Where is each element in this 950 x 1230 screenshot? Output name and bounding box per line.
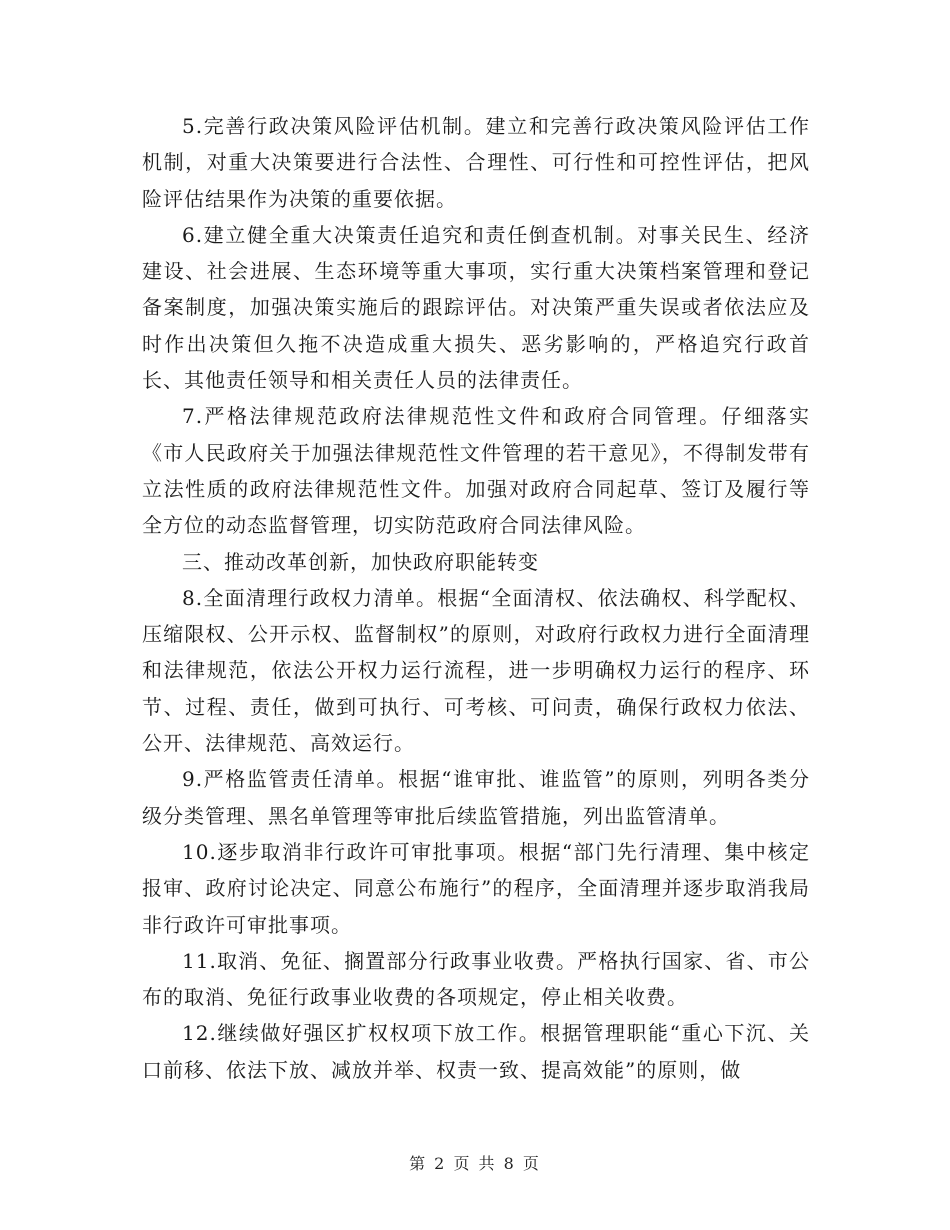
- paragraph-item-9: 9.严格监管责任清单。根据“谁审批、谁监管”的原则，列明各类分级分类管理、黑名单管理等审批后续监管措施，列出监管清单。: [142, 767, 810, 828]
- paragraph-item-8: 8.全面清理行政权力清单。根据“全面清权、依法确权、科学配权、压缩限权、公开示权、监督制权”的原则，对政府行政权力进行全面清理和法律规范，依法公开权力运行流程，进一步明确权力运行的程序、环节、过程、责任，做到可执行、可考核、可问责，确保行政权力依法、公开、法律规范、高效运行。: [142, 585, 810, 756]
- paragraph-item-11: 11.取消、免征、搁置部分行政事业收费。严格执行国家、省、市公布的取消、免征行政事业收费的各项规定，停止相关收费。: [142, 948, 810, 1010]
- paragraph-item-12: 12.继续做好强区扩权权项下放工作。根据管理职能“重心下沉、关口前移、依法下放、减放并举、权责一致、提高效能”的原则，做: [142, 1021, 810, 1082]
- paragraph-item-5: 5.完善行政决策风险评估机制。建立和完善行政决策风险评估工作机制，对重大决策要进行合法性、合理性、可行性和可控性评估，把风险评估结果作为决策的重要依据。: [142, 114, 810, 211]
- document-body: [142, 108, 810, 1088]
- page-number-footer: 第 2 页 共 8 页: [409, 1154, 541, 1173]
- section-heading: 三、推动改革创新，加快政府职能转变: [182, 549, 539, 574]
- paragraph-item-7: 7.严格法律规范政府法律规范性文件和政府合同管理。仔细落实《市人民政府关于加强法律规范性文件管理的若干意见》，不得制发带有立法性质的政府法律规范性文件。加强对政府合同起草、签订及履行等全方位的动态监督管理，切实防范政府合同法律风险。: [142, 404, 810, 538]
- paragraph-item-6: 6.建立健全重大决策责任追究和责任倒查机制。对事关民生、经济建设、社会进展、生态环境等重大事项，实行重大决策档案管理和登记备案制度，加强决策实施后的跟踪评估。对决策严重失误或者依法应及时作出决策但久拖不决造成重大损失、恶劣影响的，严格追究行政首长、其他责任领导和相关责任人员的法律责任。: [142, 222, 810, 393]
- paragraph-item-10: 10.逐步取消非行政许可审批事项。根据“部门先行清理、集中核定报审、政府讨论决定、同意公布施行”的程序，全面清理并逐步取消我局非行政许可审批事项。: [142, 839, 810, 937]
